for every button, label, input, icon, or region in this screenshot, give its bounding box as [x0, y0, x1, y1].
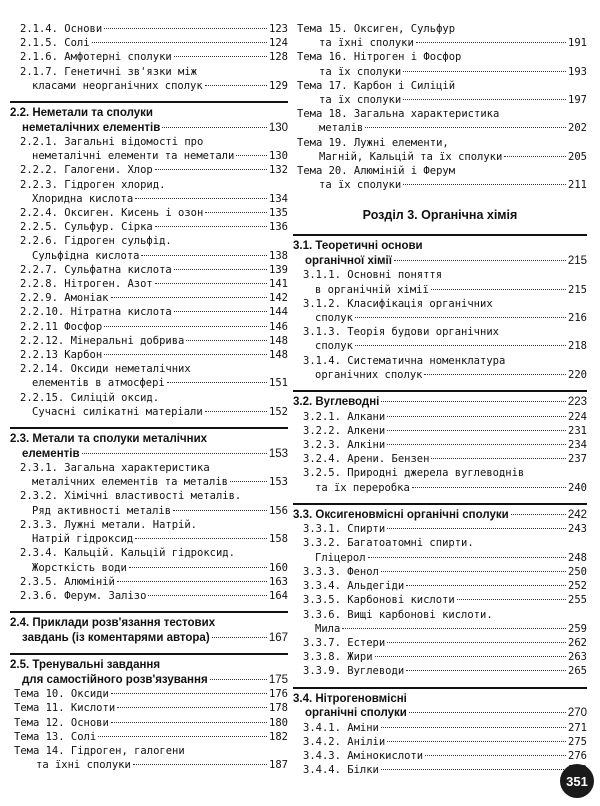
toc-entry-text: 2.2.14. Оксиди неметалічних — [20, 363, 191, 376]
toc-entry-text: 3.1.2. Класифікація органічних — [303, 297, 493, 310]
section-2-3-heading: 2.3. Метали та сполуки металічних елементів 153 — [10, 427, 288, 461]
toc-entry: класами неорганічних сполук 129 — [32, 79, 288, 92]
toc-entry: 3.4.2. Аніліи 275 — [303, 735, 587, 748]
toc-entry: Тема 11. Кислоти 178 — [14, 702, 288, 715]
toc-entry: 3.4.3. Амінокислоти 276 — [303, 749, 587, 762]
toc-entry: та їх сполуки 197 — [319, 94, 587, 107]
toc-entry: 2.3.6. Ферум. Залізо 164 — [20, 589, 288, 602]
toc-entry: та їх сполуки 211 — [319, 179, 587, 192]
toc-entry: 3.4.4. Білки — [293, 763, 587, 777]
toc-entry-text: 2.3.2. Хімічні властивості металів. — [20, 490, 242, 503]
toc-entry-text: 2.3.3. Лужні метали. Натрій. — [20, 518, 198, 531]
toc-entry: 3.2.4. Арени. Бензен 237 — [303, 453, 587, 466]
toc-entry-text: 2.3.1. Загальна характеристика — [20, 462, 210, 475]
section-2-4-heading: 2.4. Приклади розв'язання тестових завдань (із коментарями автора) 167 — [10, 611, 288, 645]
toc-entry-text: 3.2.5. Природні джерела вуглеводнів — [303, 467, 525, 480]
section-2-5-heading: 2.5. Тренувальні завдання для самостійного розв'язування 175 — [10, 653, 288, 687]
toc-entry: 3.2.1. Алкани 224 — [303, 410, 587, 423]
toc-entry: 3.3.8. Жири 263 — [303, 651, 587, 664]
toc-right-column — [293, 22, 587, 777]
toc-entry: Магній, Кальцій та їх сполуки 205 — [319, 150, 587, 163]
toc-entry: сполук 216 — [315, 312, 587, 325]
toc-entry: Хлоридна кислота 134 — [32, 192, 288, 205]
toc-entry-text: 3.3.6. Вищі карбонові кислоти. — [303, 608, 493, 621]
toc-entry-text: Тема 16. Нітроген і Фосфор — [297, 51, 462, 64]
toc-entry-text: Тема 14. Гідроген, галогени — [14, 744, 185, 757]
page-number-badge: 351 — [560, 764, 594, 798]
toc-entry: елементів в атмосфері 151 — [32, 377, 288, 390]
toc-entry-text: 3.1.3. Теорія будови органічних — [303, 326, 499, 339]
toc-entry: 2.3.5. Алюміній 163 — [20, 575, 288, 588]
toc-entry: 2.2.4. Оксиген. Кисень і озон 135 — [20, 207, 288, 220]
toc-entry: та їхні сполуки 187 — [36, 759, 288, 772]
toc-entry: 2.2.8. Нітроген. Азот 141 — [20, 278, 288, 291]
toc-entry: 3.3.3. Фенол 250 — [303, 565, 587, 578]
section-2-2-heading: 2.2. Неметали та сполуки неметалічних елементів 130 — [10, 101, 288, 135]
toc-entry: 3.3.5. Карбонові кислоти 255 — [303, 594, 587, 607]
section-3-1-heading: 3.1. Теоретичні основи органічної хімії 215 — [293, 234, 587, 268]
toc-entry-text: 2.2.3. Гідроген хлорид. — [20, 178, 166, 191]
toc-entry: Тема 12. Основи 180 — [14, 716, 288, 729]
toc-entry: 3.3.4. Альдегіди 252 — [303, 580, 587, 593]
section-3-3-heading: 3.3. Оксигеновмісні органічні сполуки 242 — [293, 503, 587, 523]
toc-entry: Тема 10. Оксиди 176 — [14, 688, 288, 701]
toc-entry: Тема 13. Солі 182 — [14, 730, 288, 743]
toc-entry: 3.2.2. Алкени 231 — [303, 424, 587, 437]
toc-entry: металічних елементів та металів 153 — [32, 476, 288, 489]
toc-entry-text: Тема 20. Алюміній і Ферум — [297, 165, 456, 178]
toc-entry: органічних сполук 220 — [315, 368, 587, 381]
toc-entry: 2.2.7. Сульфатна кислота 139 — [20, 263, 288, 276]
toc-entry: Натрій гідроксид 158 — [32, 533, 288, 546]
toc-entry: 2.1.6. Амфотерні сполуки 128 — [20, 51, 288, 64]
toc-entry: та їх сполуки 193 — [319, 65, 587, 78]
toc-entry: 3.3.9. Вуглеводи 265 — [303, 665, 587, 678]
toc-entry-text: 3.3.2. Багатоатомні спирти. — [303, 537, 474, 550]
toc-entry: Сульфідна кислота 138 — [32, 249, 288, 262]
toc-entry-text: Тема 18. Загальна характеристика — [297, 108, 500, 121]
toc-entry: 3.2.3. Алкіни 234 — [303, 438, 587, 451]
toc-entry-text: 2.2.6. Гідроген сульфід. — [20, 235, 172, 248]
toc-entry: 3.3.7. Естери 262 — [303, 636, 587, 649]
toc-entry: Мила 259 — [315, 622, 587, 635]
toc-entry: Сучасні силікатні матеріали 152 — [32, 405, 288, 418]
toc-entry: Гліцерол 248 — [315, 551, 587, 564]
toc-entry: 2.1.5. Солі 124 — [20, 37, 288, 50]
toc-entry: 2.2.9. Амоніак 142 — [20, 292, 288, 305]
toc-entry: 3.4.1. Аміни 271 — [303, 721, 587, 734]
section-3-4-heading: 3.4. Нітрогеновмісні органічні сполуки 270 — [293, 687, 587, 721]
toc-entry-text: 2.2.1. Загальні відомості про — [20, 136, 204, 149]
toc-entry-text: 3.1.4. Систематична номенклатура — [303, 354, 506, 367]
toc-entry: 2.2.2. Галогени. Хлор 132 — [20, 164, 288, 177]
toc-entry: Жорсткість води 160 — [32, 561, 288, 574]
toc-entry: 3.3.1. Спирти 243 — [303, 523, 587, 536]
toc-entry: 2.2.11 Фосфор 146 — [20, 320, 288, 333]
toc-entry: 2.1.4. Основи 123 — [20, 23, 288, 35]
toc-entry-text: 2.1.7. Генетичні зв'язки між — [20, 65, 198, 78]
part-3-title: Розділ 3. Органічна хімія — [362, 208, 518, 223]
toc-entry-text: Тема 17. Карбон і Силіцій — [297, 79, 456, 92]
toc-entry: Ряд активності металів 156 — [32, 504, 288, 517]
toc-entry: 2.2.12. Мінеральні добрива 148 — [20, 334, 288, 347]
toc-entry: 2.2.13 Карбон 148 — [20, 349, 288, 362]
section-3-2-heading: 3.2. Вуглеводні 223 — [293, 390, 587, 410]
toc-entry-text: Тема 19. Лужні елементи, — [297, 136, 449, 149]
toc-left-column — [10, 22, 288, 772]
toc-entry: неметалічні елементи та неметали 130 — [32, 150, 288, 163]
toc-entry: в органічній хімії 215 — [315, 283, 587, 296]
toc-entry: 2.2.10. Нітратна кислота 144 — [20, 306, 288, 319]
toc-entry-text: Тема 15. Оксиген, Сульфур — [297, 23, 456, 35]
toc-entry: металів 202 — [319, 122, 587, 135]
toc-entry-text: 2.3.4. Кальцій. Кальцій гідроксид. — [20, 547, 235, 560]
toc-entry: сполук 218 — [315, 340, 587, 353]
toc-entry: та їх переробка 240 — [315, 481, 587, 494]
toc-entry: та їхні сполуки 191 — [319, 37, 587, 50]
toc-entry: 2.2.5. Сульфур. Сірка 136 — [20, 221, 288, 234]
toc-entry-text: 3.1.1. Основні поняття — [303, 269, 443, 282]
toc-entry-text: 2.2.15. Силіцій оксид. — [20, 391, 160, 404]
